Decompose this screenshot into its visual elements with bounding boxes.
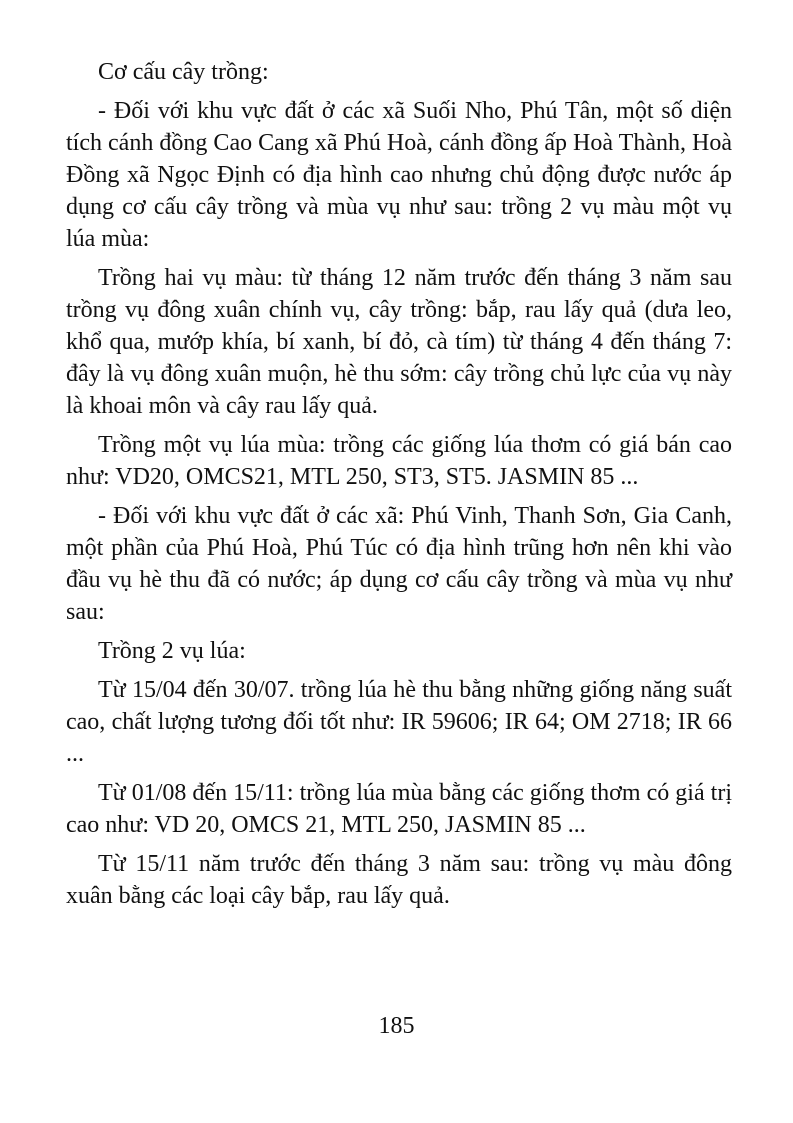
page-body: [66, 56, 732, 919]
page-number: 185: [378, 1013, 415, 1039]
paragraph-winter-spring-crops: Từ 15/11 năm trước đến tháng 3 năm sau: trồng vụ màu đông xuân bằng các loại cây bắp, rau lấy quả.: [66, 851, 732, 909]
paragraph-one-rice-crop: Trồng một vụ lúa mùa: trồng các giống lúa thơm có giá bán cao như: VD20, OMCS21, MTL 250, ST3, ST5. JASMIN 85 ...: [66, 432, 732, 490]
paragraph-two-vegetable-crops: Trồng hai vụ màu: từ tháng 12 năm trước đến tháng 3 năm sau trồng vụ đông xuân chính vụ, cây trồng: bắp, rau lấy quả (dưa leo, khổ qua, mướp khía, bí xanh, bí đỏ, cà tím) từ tháng 4 đến tháng 7: đây là vụ đông xuân muộn, hè thu sớm: cây trồng chủ lực của vụ này là khoai môn và cây rau lấy quả.: [66, 265, 732, 419]
paragraph-area-2-description: - Đối với khu vực đất ở các xã: Phú Vinh, Thanh Sơn, Gia Canh, một phần của Phú Hoà, Phú Túc có địa hình trũng hơn nên khi vào đầu vụ hè thu đã có nước; áp dụng cơ cấu cây trồng và mùa vụ như sau:: [66, 503, 732, 625]
section-heading: Cơ cấu cây trồng:: [98, 59, 269, 85]
paragraph-two-rice-crops-heading: Trồng 2 vụ lúa:: [98, 638, 246, 664]
paragraph-main-season-rice: Từ 01/08 đến 15/11: trồng lúa mùa bằng các giống thơm có giá trị cao như: VD 20, OMCS 21, MTL 250, JASMIN 85 ...: [66, 780, 732, 838]
paragraph-area-1-description: - Đối với khu vực đất ở các xã Suối Nho, Phú Tân, một số diện tích cánh đồng Cao Cang xã Phú Hoà, cánh đồng ấp Hoà Thành, Hoà Đồng xã Ngọc Định có địa hình cao nhưng chủ động được nước áp dụng cơ cấu cây trồng và mùa vụ như sau: trồng 2 vụ màu một vụ lúa mùa:: [66, 98, 732, 252]
paragraph-summer-autumn-rice: Từ 15/04 đến 30/07. trồng lúa hè thu bằng những giống năng suất cao, chất lượng tương đối tốt như: IR 59606; IR 64; OM 2718; IR 66 ...: [66, 677, 732, 767]
